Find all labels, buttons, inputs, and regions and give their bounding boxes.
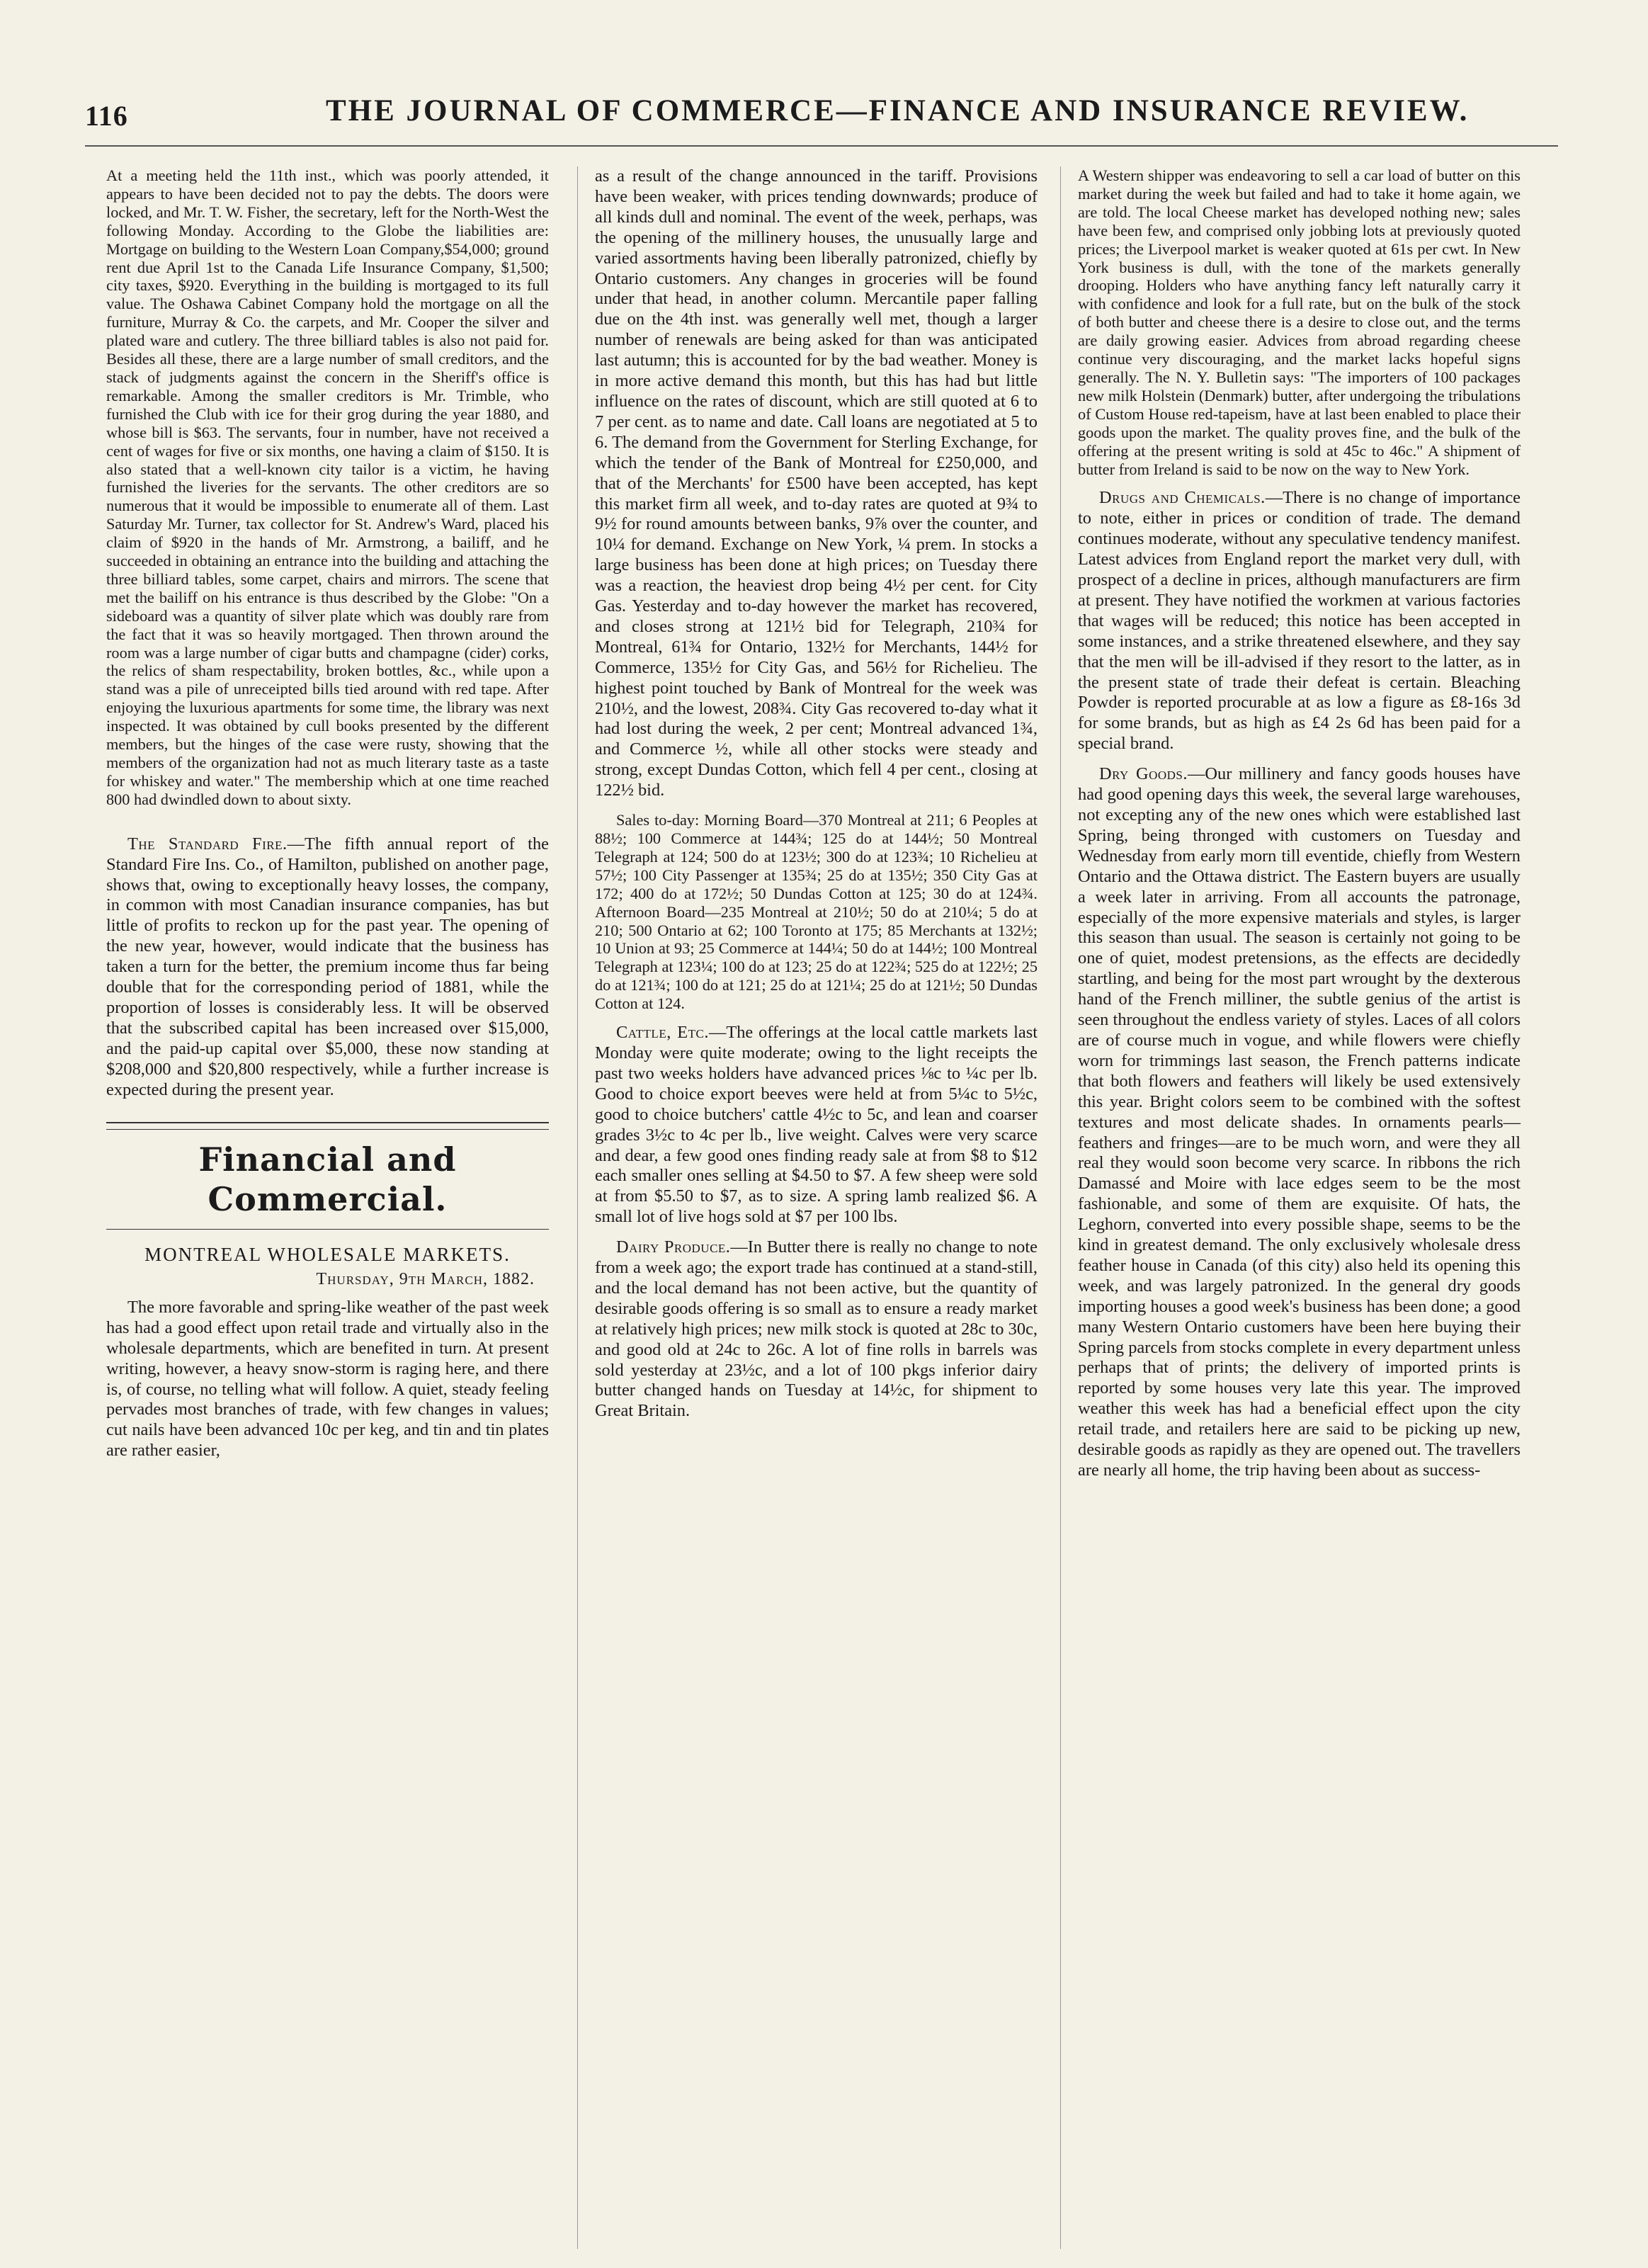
column-left bbox=[106, 166, 549, 1461]
article-standard-fire bbox=[106, 834, 549, 1101]
article-dry-goods bbox=[1078, 764, 1521, 1481]
article-drugs bbox=[1078, 488, 1521, 754]
article-body: —The fifth annual report of the Standard Fire Ins. Co., of Hamilton, published on another page, shows that, owing to exceptionally heavy losses, the company, in common with most Canadian insurance companies, has but little of profits to reckon up for the past year. The opening of the new year, however, would indicate that the business has taken a turn for the better, the premium income thus far being double that for the corresponding period of 1881, while the proportion of losses is considerably less. It will be observed that the subscribed capital has been increased over $15,000, and the paid-up capital over $5,000, these now standing at $208,000 and $20,800 respectively, while a further increase is expected during the present year. bbox=[106, 834, 549, 1099]
article-cattle bbox=[595, 1023, 1038, 1227]
article-body: —There is no change of importance to note, either in prices or condition of trade. The demand continues moderate, without any speculative tendency manifest. Latest advices from England report the market very dull, with prospect of a decline in prices, although manufacturers are firm at present. They have notified the workmen at various factories that wages will be reduced; this notice has been accepted in some instances, and a strike threatened elsewhere, and they say that the men will be ill-advised if they resort to the latter, as in the present state of trade their defeat is certain. Bleaching Powder is reported procurable at as low a figure as £8-16s 3d for some brands, but as high as £4 2s 6d has been paid for a special brand. bbox=[1078, 488, 1521, 754]
markets-stock-sales: Sales to-day: Morning Board—370 Montreal at 211; 6 Peoples at 88½; 100 Commerce at 144¾; 125 do at 144½; 50 Montreal Telegraph at 124; 500 do at 123½; 300 do at 123¾; 10 Richelieu at 57½; 100 City Passenger at 135¾; 25 do at 135½; 350 City Gas at 172; 400 do at 172½; 50 Dundas Cotton at 125; 30 do at 124¾. Afternoon Board—235 Montreal at 210½; 50 do at 210¼; 5 do at 210; 500 Ontario at 62; 100 Toronto at 175; 85 Merchants at 132½; 10 Union at 93; 25 Commerce at 144¼; 50 do at 144½; 100 Montreal Telegraph at 123¼; 100 do at 123; 25 do at 122¾; 525 do at 122½; 25 do at 121¾; 100 do at 121; 25 do at 121¼; 25 do at 121½; 50 Dundas Cotton at 124. bbox=[595, 811, 1038, 1013]
article-lead: Cattle, Etc. bbox=[616, 1023, 709, 1043]
article-dairy bbox=[595, 1237, 1038, 1422]
column-rule-2 bbox=[1060, 166, 1061, 2249]
article-body: —The offerings at the local cattle markets last Monday were quite moderate; owing to the light receipts the past two weeks holders have advanced prices ⅛c to ¼c per lb. Good to choice export beeves were held at from 5¼c to 5½c, good to choice butchers' cattle 4½c to 5c, and lean and coarser grades 3½c to 4c per lb., live weight. Calves were very scarce and dear, a few good ones finding ready sale at from $8 to $12 each smaller ones selling at $4.50 to $7. A few sheep were sold at from $5.50 to $7, as to size. A spring lamb realized $6. A small lot of live hogs sold at $7 per 100 lbs. bbox=[595, 1023, 1038, 1227]
section-rule-bottom bbox=[106, 1229, 549, 1230]
article-lead: The Standard Fire. bbox=[127, 834, 288, 854]
column-middle bbox=[595, 166, 1038, 1422]
page-number: 116 bbox=[85, 100, 128, 132]
article-lead: Dry Goods. bbox=[1099, 764, 1188, 784]
markets-dateline: Thursday, 9th March, 1882. bbox=[316, 1269, 535, 1288]
article-lead: Drugs and Chemicals. bbox=[1099, 488, 1266, 508]
running-title: THE JOURNAL OF COMMERCE—FINANCE AND INSURANCE REVIEW. bbox=[326, 94, 1470, 127]
column-rule-1 bbox=[577, 166, 578, 2249]
markets-intro: The more favorable and spring-like weather of the past week has had a good effect upon retail trade and virtually also in the wholesale departments, which are benefited in turn. At present writing, however, a heavy snow-storm is raging here, and there is, of course, no telling what will follow. A quiet, steady feeling pervades most branches of trade, with few changes in values; cut nails have been advanced 10c per keg, and tin and tin plates are rather easier, bbox=[106, 1297, 549, 1461]
markets-money: as a result of the change announced in the tariff. Provisions have been weaker, with prices tending downwards; produce of all kinds dull and nominal. The event of the week, perhaps, was the opening of the millinery houses, the unusually large and varied assortments having been liberally patronized, chiefly by Ontario customers. Any changes in groceries will be found under that head, in another column. Mercantile paper falling due on the 4th inst. was generally well met, though a larger number of renewals are being asked for than was anticipated last autumn; this is accounted for by the bad weather. Money is in more active demand this month, but this has had but little influence on the rates of discount, which are still quoted at 6 to 7 per cent. as to name and date. Call loans are negotiated at 5 to 6. The demand from the Government for Sterling Exchange, for which the tender of the Bank of Montreal for £250,000, and that of the Merchants' for £500 have been accepted, has kept this market firm all week, and to-day rates are quoted at 9¾ to 9½ for round amounts between banks, 9⅞ over the counter, and 10¼ for demand. Exchange on New York, ¼ prem. In stocks a large business has been done at high prices; on Tuesday there was a reaction, the heaviest drop being 4½ per cent. for City Gas. Yesterday and to-day however the market has recovered, and closes strong at 121½ bid for Telegraph, 210¾ for Montreal, 61¾ for Ontario, 132½ for Merchants, 144½ for Commerce, 135½ for City Gas, and 56½ for Richelieu. The highest point touched by Bank of Montreal for the week was 210½, and the lowest, 208¾. City Gas recovered to-day what it had lost during the week, 2 per cent; Montreal advanced 1¾, and Commerce ½, while all other stocks were steady and strong, except Dundas Cotton, which fell 4 per cent., closing at 122½ bid. bbox=[595, 166, 1038, 800]
section-rule-top bbox=[106, 1122, 549, 1123]
section-rule-top-thin bbox=[106, 1129, 549, 1130]
markets-heading: MONTREAL WHOLESALE MARKETS. bbox=[144, 1243, 511, 1265]
article-butter-cheese: A Western shipper was endeavoring to sell a car load of butter on this market during the week but failed and had to take it home again, we are told. The local Cheese market has developed nothing new; sales have been few, and comprised only jobbing lots at previously quoted prices; the Liverpool market is weaker quoted at 61s per cwt. In New York business is dull, with the tone of the markets generally drooping. Holders who have anything fancy left naturally carry it with confidence and look for a full rate, but on the bulk of the stock of both butter and cheese there is a desire to close out, and the terms are daily growing easier. Advices from abroad regarding cheese continue very discouraging, and the market lacks hopeful signs generally. The N. Y. Bulletin says: "The importers of 100 packages new milk Holstein (Denmark) butter, after undergoing the tribulations of Custom House red-tapeism, have at last been enabled to place their goods upon the market. The quality proves fine, and the bulk of the offering at the present writing is sold at 45c to 46c." A shipment of butter from Ireland is said to be now on the way to New York. bbox=[1078, 166, 1521, 478]
column-right bbox=[1078, 166, 1521, 1481]
header-rule bbox=[85, 145, 1558, 147]
article-club-debts: At a meeting held the 11th inst., which was poorly attended, it appears to have been decided not to pay the debts. The doors were locked, and Mr. T. W. Fisher, the secretary, left for the North-West the following Monday. According to the Globe the liabilities are: Mortgage on building to the Western Loan Company,$54,000; ground rent due April 1st to the Canada Life Insurance Company, $1,500; city taxes, $920. Everything in the building is mortgaged to its full value. The Oshawa Cabinet Company hold the mortgage on all the furniture, Murray & Co. the carpets, and Mr. Cooper the silver and plated ware and cutlery. The three billiard tables is also not paid for. Besides all these, there are a large number of small creditors, and the stack of judgments against the concern in the Sheriff's office is remarkable. Among the smaller creditors is Mr. Trimble, who furnished the Club with ice for their grog during the year 1880, and whose bill is $63. The servants, four in number, have not received a cent of wages for five or six months, one having a claim of $150. It is also stated that a well-known city tailor is a victim, he having furnished the liveries for the servants. The other creditors are so numerous that it would be impossible to enumerate all of them. Last Saturday Mr. Turner, tax collector for St. Andrew's Ward, placed his claim of $920 in the hands of Mr. Armstrong, a bailiff, and he succeeded in obtaining an entrance into the building and attaching the three billiard tables, some carpet, chairs and mirrors. The scene that met the bailiff on his entrance is thus described by the Globe: "On a sideboard was a quantity of silver plate which was doubly rare from the fact that it was so heavily mortgaged. Then thrown around the room was a large number of cigar butts and champagne (cider) corks, the relics of sham respectability, broken bottles, &c., while upon a stand was a pile of unreceipted bills tied around with red tape. After enjoying the luxurious apartments for some time, the library was next inspected. It was obtained by cull books presented by the different members, but the hinges of the case were rusty, showing that the members of the organization had not as much literary taste as a taste for whiskey and water." The membership which at one time reached 800 had dwindled down to about sixty. bbox=[106, 166, 549, 808]
article-body: —Our millinery and fancy goods houses have had good opening days this week, the several large warehouses, not excepting any of the new ones which were established last Spring, being thronged with customers on Tuesday and Wednesday from early morn till eventide, chiefly from Western Ontario and the Ottawa district. The Eastern buyers are usually a week later in arriving. From all accounts the patronage, especially of the more expensive materials and styles, is larger this season than usual. The season is certainly not going to be one of quiet, modest pretensions, as the effects are decidedly startling, and being for the most part wrought by the dexterous hand of the French milliner, the subtle genius of the artist is seen throughout the endless variety of styles. Laces of all colors are of course much in vogue, and while flowers were chiefly worn for trimmings last season, the French patterns indicate that both flowers and feathers will likely be used extensively this year. Bright colors seem to be combined with the softest textures and most delicate shades. In ornaments pearls—feathers and fringes—are to be much worn, and were they all real they would soon become very scarce. In ribbons the rich Damassé and Moire with lace edges seem to be the most fashionable, and some of them are exquisite. Of hats, the Leghorn, converted into every possible shape, seems to be the kind in greatest demand. The only exclusively wholesale dress feather house in Canada (of this city) also held its opening this week, and was largely patronized. In the general dry goods importing houses a good week's business has been done; a good many Western Ontario customers have been here buying their Spring parcels from stocks complete in every department unless perhaps that of prints; the delivery of imported prints is reported by some houses very late this year. The improved weather this week has had a beneficial effect upon the city retail trade, and retailers here are said to be picking up new, desirable goods as rapidly as they are opened out. The travellers are nearly all home, the trip having been about as success- bbox=[1078, 764, 1521, 1480]
section-title: Financial and Commercial. bbox=[198, 1140, 457, 1218]
article-body: —In Butter there is really no change to note from a week ago; the export trade has continued at a stand-still, and the local demand has not been active, but the quantity of desirable goods offering is so small as to ensure a ready market at relatively high prices; new milk stock is quoted at 28c to 30c, and good old at 24c to 26c. A lot of fine rolls in barrels was sold yesterday at 23½c, and a lot of 100 pkgs inferior dairy butter changed hands on Tuesday at 14½c, for shipment to Great Britain. bbox=[595, 1237, 1038, 1421]
article-lead: Dairy Produce. bbox=[616, 1237, 731, 1257]
